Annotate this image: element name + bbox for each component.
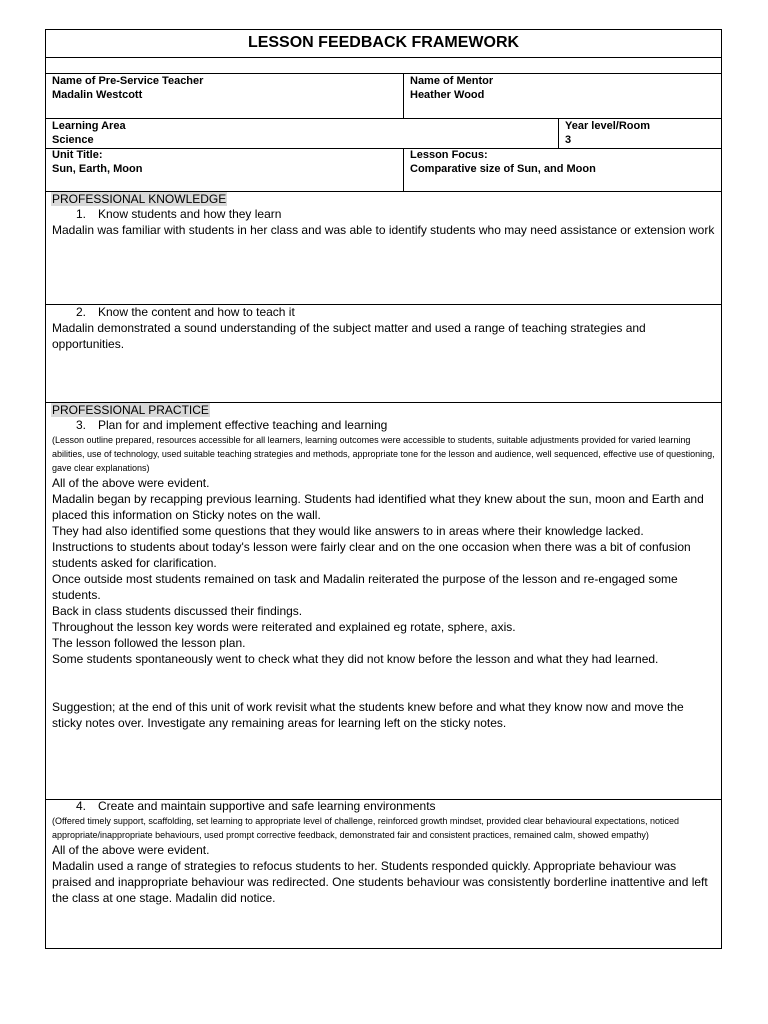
unit-value: Sun, Earth, Moon	[52, 163, 143, 175]
section-heading-practice: PROFESSIONAL PRACTICE	[52, 403, 209, 417]
item-number: 1.	[76, 207, 87, 221]
area-cell	[46, 119, 558, 148]
item-4-comment-line: Madalin used a range of strategies to refocus students to her. Students responded quickly. Appropriate behaviour was praised and inappropriate behaviour was redirected. One students behaviour was consistently borderline inattentive and left the class at one stage. Madalin did notice.	[52, 859, 708, 905]
item-3-comment-line: Madalin began by recapping previous learning. Students had identified what they knew about the sun, moon and Earth and placed this information on Sticky notes on the wall.	[52, 492, 704, 522]
form-title: LESSON FEEDBACK FRAMEWORK	[46, 30, 721, 58]
mentor-label: Name of Mentor	[410, 75, 494, 87]
year-label: Year level/Room	[565, 120, 650, 132]
mentor-value: Heather Wood	[410, 89, 485, 101]
section-know-content	[46, 305, 721, 403]
item-title: Create and maintain supportive and safe learning environments	[98, 799, 436, 813]
item-title: Know the content and how to teach it	[98, 305, 295, 319]
teacher-label: Name of Pre-Service Teacher	[52, 75, 204, 87]
feedback-form	[45, 29, 722, 949]
item-number: 2.	[76, 305, 87, 319]
focus-value: Comparative size of Sun, and Moon	[410, 163, 596, 175]
item-number: 4.	[76, 799, 87, 813]
item-3-comment-line: Back in class students discussed their findings.	[52, 604, 303, 618]
item-3-criteria-note: (Lesson outline prepared, resources accessible for all learners, learning outcomes were accessible to students, suitable adjustments provided for varied learning abilities, use of technology, used suitable teaching strategies and methods, appropriate tone for the lesson and audience, well sequenced, effective use of questioning, gave clear explanations)	[52, 435, 715, 473]
spacer-row	[46, 58, 721, 74]
mentor-cell	[403, 74, 721, 118]
unit-cell	[46, 148, 403, 191]
spacer	[52, 667, 715, 699]
item-3-comment-line: They had also identified some questions that they would like answers to in areas where their knowledge lacked.	[52, 524, 644, 538]
item-3-suggestion: Suggestion; at the end of this unit of work revisit what the students knew before and what they know now and move the sticky notes over. Investigate any remaining areas for learning left on the sticky notes.	[52, 700, 684, 730]
item-3-comment-line: Once outside most students remained on task and Madalin reiterated the purpose of the lesson and re-engaged some students.	[52, 572, 678, 602]
year-value: 3	[565, 134, 572, 146]
item-2-comment: Madalin demonstrated a sound understanding of the subject matter and used a range of teaching strategies and opportunities.	[52, 321, 646, 351]
item-3-comment-line: The lesson followed the lesson plan.	[52, 636, 246, 650]
teacher-cell	[46, 74, 403, 118]
area-value: Science	[52, 134, 94, 146]
item-4-title-line	[52, 799, 715, 814]
item-3-title-line	[52, 418, 715, 433]
unit-row	[46, 148, 721, 192]
item-3-comment-line: All of the above were evident.	[52, 476, 210, 490]
unit-label: Unit Title:	[52, 149, 103, 161]
item-1-comment: Madalin was familiar with students in her class and was able to identify students who may need assistance or extension work	[52, 223, 715, 237]
section-plan-teaching	[46, 402, 721, 800]
area-label: Learning Area	[52, 120, 126, 132]
item-4-comment-line: All of the above were evident.	[52, 843, 210, 857]
focus-label: Lesson Focus:	[410, 149, 488, 161]
section-heading-knowledge: PROFESSIONAL KNOWLEDGE	[52, 192, 227, 206]
names-row	[46, 74, 721, 119]
item-4-criteria-note: (Offered timely support, scaffolding, set learning to appropriate level of challenge, reinforced growth mindset, provided clear behavioural expectations, noticed appropriate/inappropriate behaviours, used prompt corrective feedback, demonstrated fair and consistent practices, remained calm, showed empathy)	[52, 816, 680, 840]
section-know-students	[46, 191, 721, 305]
year-cell	[558, 119, 721, 148]
item-1-title-line	[52, 207, 715, 222]
section-learning-environment	[46, 799, 721, 949]
item-2-title-line	[52, 305, 715, 320]
focus-cell	[403, 148, 721, 191]
item-3-comment-line: Some students spontaneously went to check what they did not know before the lesson and what they had learned.	[52, 652, 659, 666]
item-3-comment-line: Throughout the lesson key words were reiterated and explained eg rotate, sphere, axis.	[52, 620, 516, 634]
item-title: Know students and how they learn	[98, 207, 282, 221]
item-3-comment-line: Instructions to students about today's lesson were fairly clear and on the one occasion when there was a bit of confusion students asked for clarification.	[52, 540, 691, 570]
teacher-value: Madalin Westcott	[52, 89, 143, 101]
item-number: 3.	[76, 418, 87, 432]
item-title: Plan for and implement effective teaching and learning	[98, 418, 388, 432]
area-row	[46, 119, 721, 149]
